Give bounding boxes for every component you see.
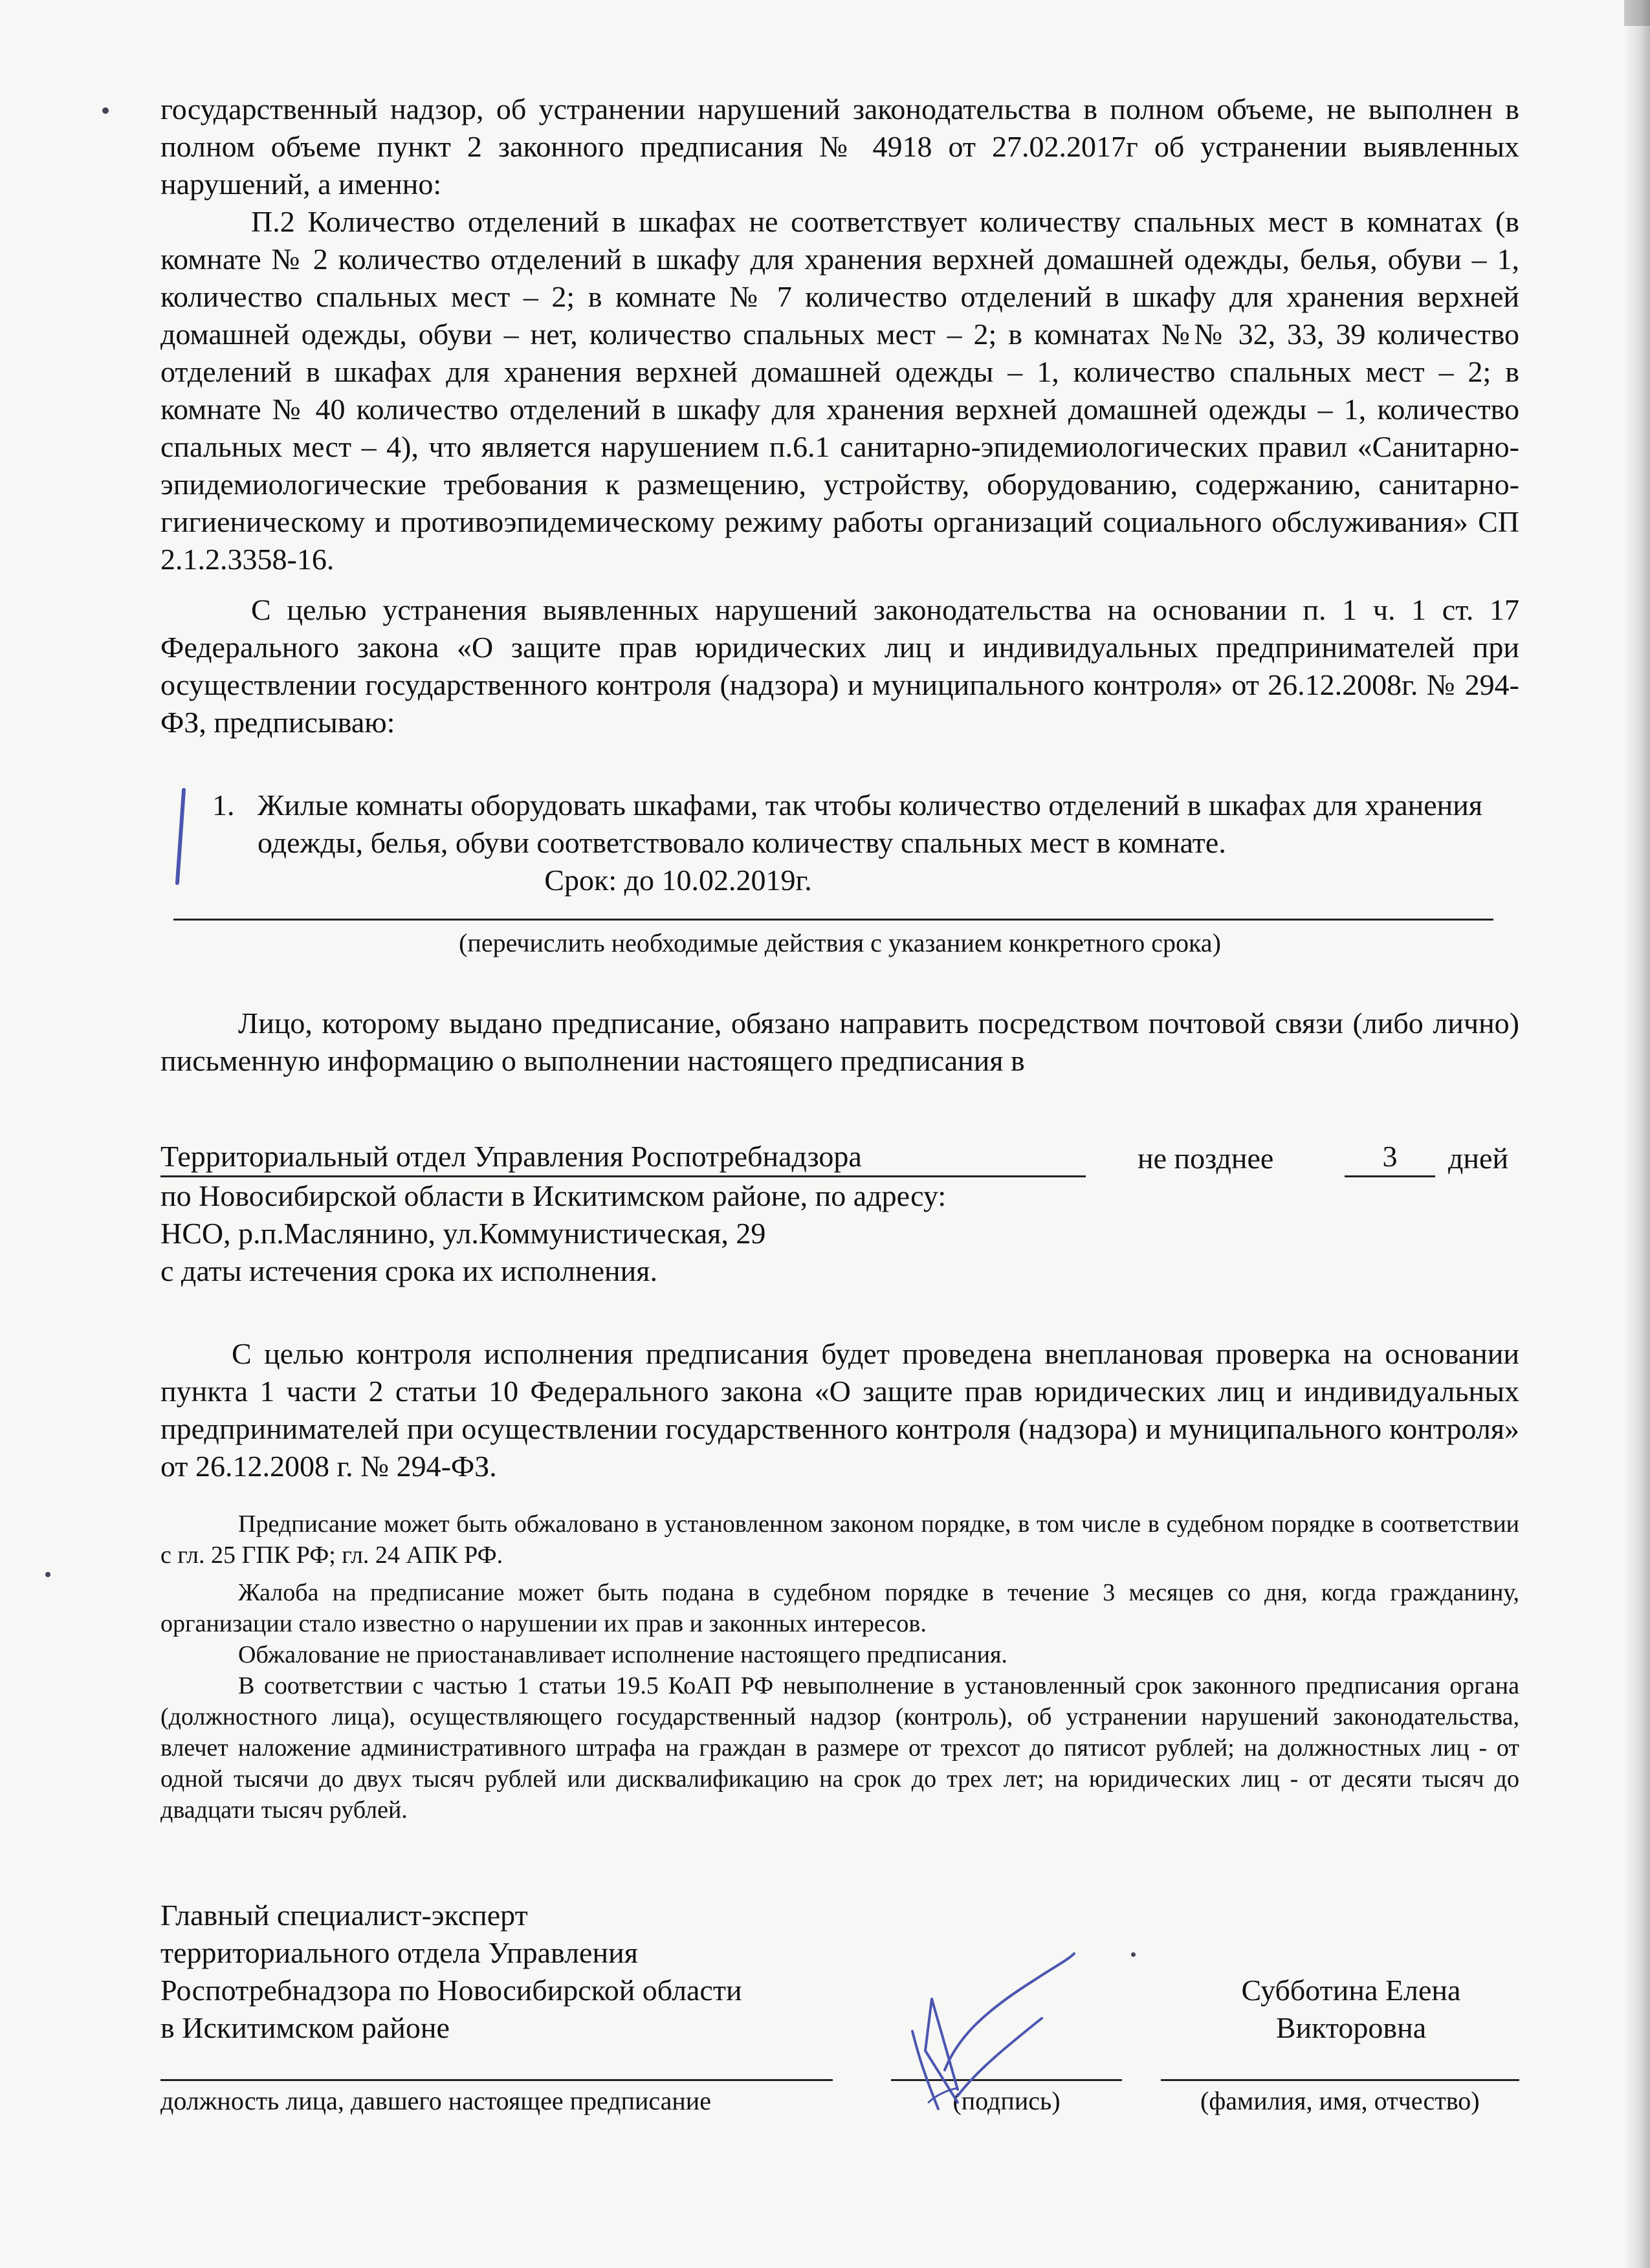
page-shadow bbox=[1624, 0, 1650, 2268]
days-count: 3 bbox=[1345, 1138, 1435, 1177]
actions-caption: (перечислить необходимые действия с указанием конкретного срока) bbox=[459, 928, 1221, 957]
name-line: Субботина Елена bbox=[1241, 1974, 1461, 2007]
name-line: Викторовна bbox=[1275, 2011, 1427, 2044]
caption-position: должность лица, давшего настоящее предписание bbox=[160, 2086, 711, 2115]
position-line: Роспотребнадзора по Новосибирской области bbox=[160, 1974, 742, 2007]
intro-paragraph: государственный надзор, об устранении нарушений законодательства в полном объеме, не выполнен в полном объеме пункт 2 законного предписания № 4918 от 27.02.2017г об устранении выявленных нарушений, а именно: bbox=[160, 93, 1519, 201]
control-paragraph: С целью контроля исполнения предписания будет проведена внеплановая проверка на основании пункта 1 части 2 статьи 10 Федерального закона «О защите прав юридических лиц и индивидуальных предпринимателей при осуществлении государственного контроля (надзора) и муниципального контроля» от 26.12.2008 г. № 294-ФЗ. bbox=[160, 1337, 1519, 1483]
name-rule bbox=[1161, 2060, 1519, 2081]
caption-signature: (подпись) bbox=[952, 2086, 1061, 2115]
note-appeal: Предписание может быть обжаловано в установленном законом порядке, в том числе в судебном порядке в соответствии с гл. 25 ГПК РФ; гл. 24 АПК РФ. bbox=[160, 1510, 1519, 1569]
position-rule bbox=[160, 2060, 833, 2081]
caption-name: (фамилия, имя, отчество) bbox=[1200, 2086, 1480, 2115]
note-complaint: Жалоба на предписание может быть подана в судебном порядке в течение 3 месяцев со дня, когда гражданину, организации стало известно о нарушении их прав и законных интересов. bbox=[160, 1579, 1519, 1637]
position-line: территориального отдела Управления bbox=[160, 1936, 638, 1969]
recipient-line1: Территориальный отдел Управления Роспотребнадзора bbox=[160, 1138, 1086, 1177]
note-liability: В соответствии с частью 1 статьи 19.5 КоАП РФ невыполнение в установленный срок законного предписания органа (должностного лица), осуществляющего государственный надзор (контроль), об устранении нарушений законодательства, влечет наложение административного штрафа на граждан в размере от трехсот до пятисот рублей; на должностных лиц - от одной тысячи до двух тысяч рублей или дисквалификацию на срок до трех лет; на юридических лиц - от десяти тысяч до двадцати тысяч рублей. bbox=[160, 1672, 1519, 1824]
recipient-line3: НСО, р.п.Маслянино, ул.Коммунистическая, 29 bbox=[160, 1217, 766, 1250]
legal-notes bbox=[160, 1509, 1519, 1826]
actions-rule bbox=[173, 919, 1493, 921]
order-number: 1. bbox=[212, 789, 235, 822]
order-item bbox=[160, 787, 1519, 862]
purpose-paragraph: С целью устранения выявленных нарушений законодательства на основании п. 1 ч. 1 ст. 17 Федерального закона «О защите прав юридических лиц и индивидуальных предпринимателей при осуществлении государственного контроля (надзора) и муниципального контроля» от 26.12.2008г. № 294-ФЗ, предписываю: bbox=[160, 593, 1519, 739]
recipient-line4: с даты истечения срока их исполнения. bbox=[160, 1254, 657, 1287]
position-line: Главный специалист-эксперт bbox=[160, 1899, 528, 1932]
days-unit: дней bbox=[1448, 1142, 1509, 1175]
recipient-row bbox=[160, 1138, 1519, 1177]
violation-paragraph: П.2 Количество отделений в шкафах не соответствует количеству спальных мест в комнатах (в комнате № 2 количество отделений в шкафу для хранения верхней домашней одежды, белья, обуви – 1, количество спальных мест – 2; в комнате № 7 количество отделений в шкафу для хранения верхней домашней одежды, обуви – нет, количество спальных мест – 2; в комнатах №№ 32, 33, 39 количество отделений в шкафах для хранения верхней домашней одежды – 1, количество спальных мест – 2; в комнате № 40 количество отделений в шкафу для хранения верхней домашней одежды – 1, количество спальных мест – 4), что является нарушением п.6.1 санитарно-эпидемиологических правил «Санитарно-эпидемиологические требования к размещению, устройству, оборудованию, содержанию, санитарно-гигиеническому и противоэпидемическому режиму работы организаций социального обслуживания» СП 2.1.2.3358-16. bbox=[160, 205, 1519, 576]
report-obligation-paragraph: Лицо, которому выдано предписание, обязано направить посредством почтовой связи (либо лично) письменную информацию о выполнении настоящего предписания в bbox=[160, 1007, 1519, 1077]
scan-speck bbox=[45, 1572, 50, 1577]
handwritten-signature bbox=[764, 1941, 1126, 2135]
scan-speck bbox=[102, 107, 109, 114]
signatory-name bbox=[1196, 1972, 1506, 2047]
order-text: Жилые комнаты оборудовать шкафами, так чтобы количество отделений в шкафах для хранения одежды, белья, обуви соответствовало количеству спальных мест в комнате. bbox=[258, 789, 1483, 859]
order-deadline: Срок: до 10.02.2019г. bbox=[544, 864, 812, 897]
position-line: в Искитимском районе bbox=[160, 2011, 450, 2044]
document-page bbox=[160, 91, 1519, 2117]
note-suspension: Обжалование не приостанавливает исполнение настоящего предписания. bbox=[238, 1641, 1007, 1668]
no-later-label: не позднее bbox=[1138, 1142, 1274, 1175]
recipient-line2: по Новосибирской области в Искитимском районе, по адресу: bbox=[160, 1179, 947, 1212]
